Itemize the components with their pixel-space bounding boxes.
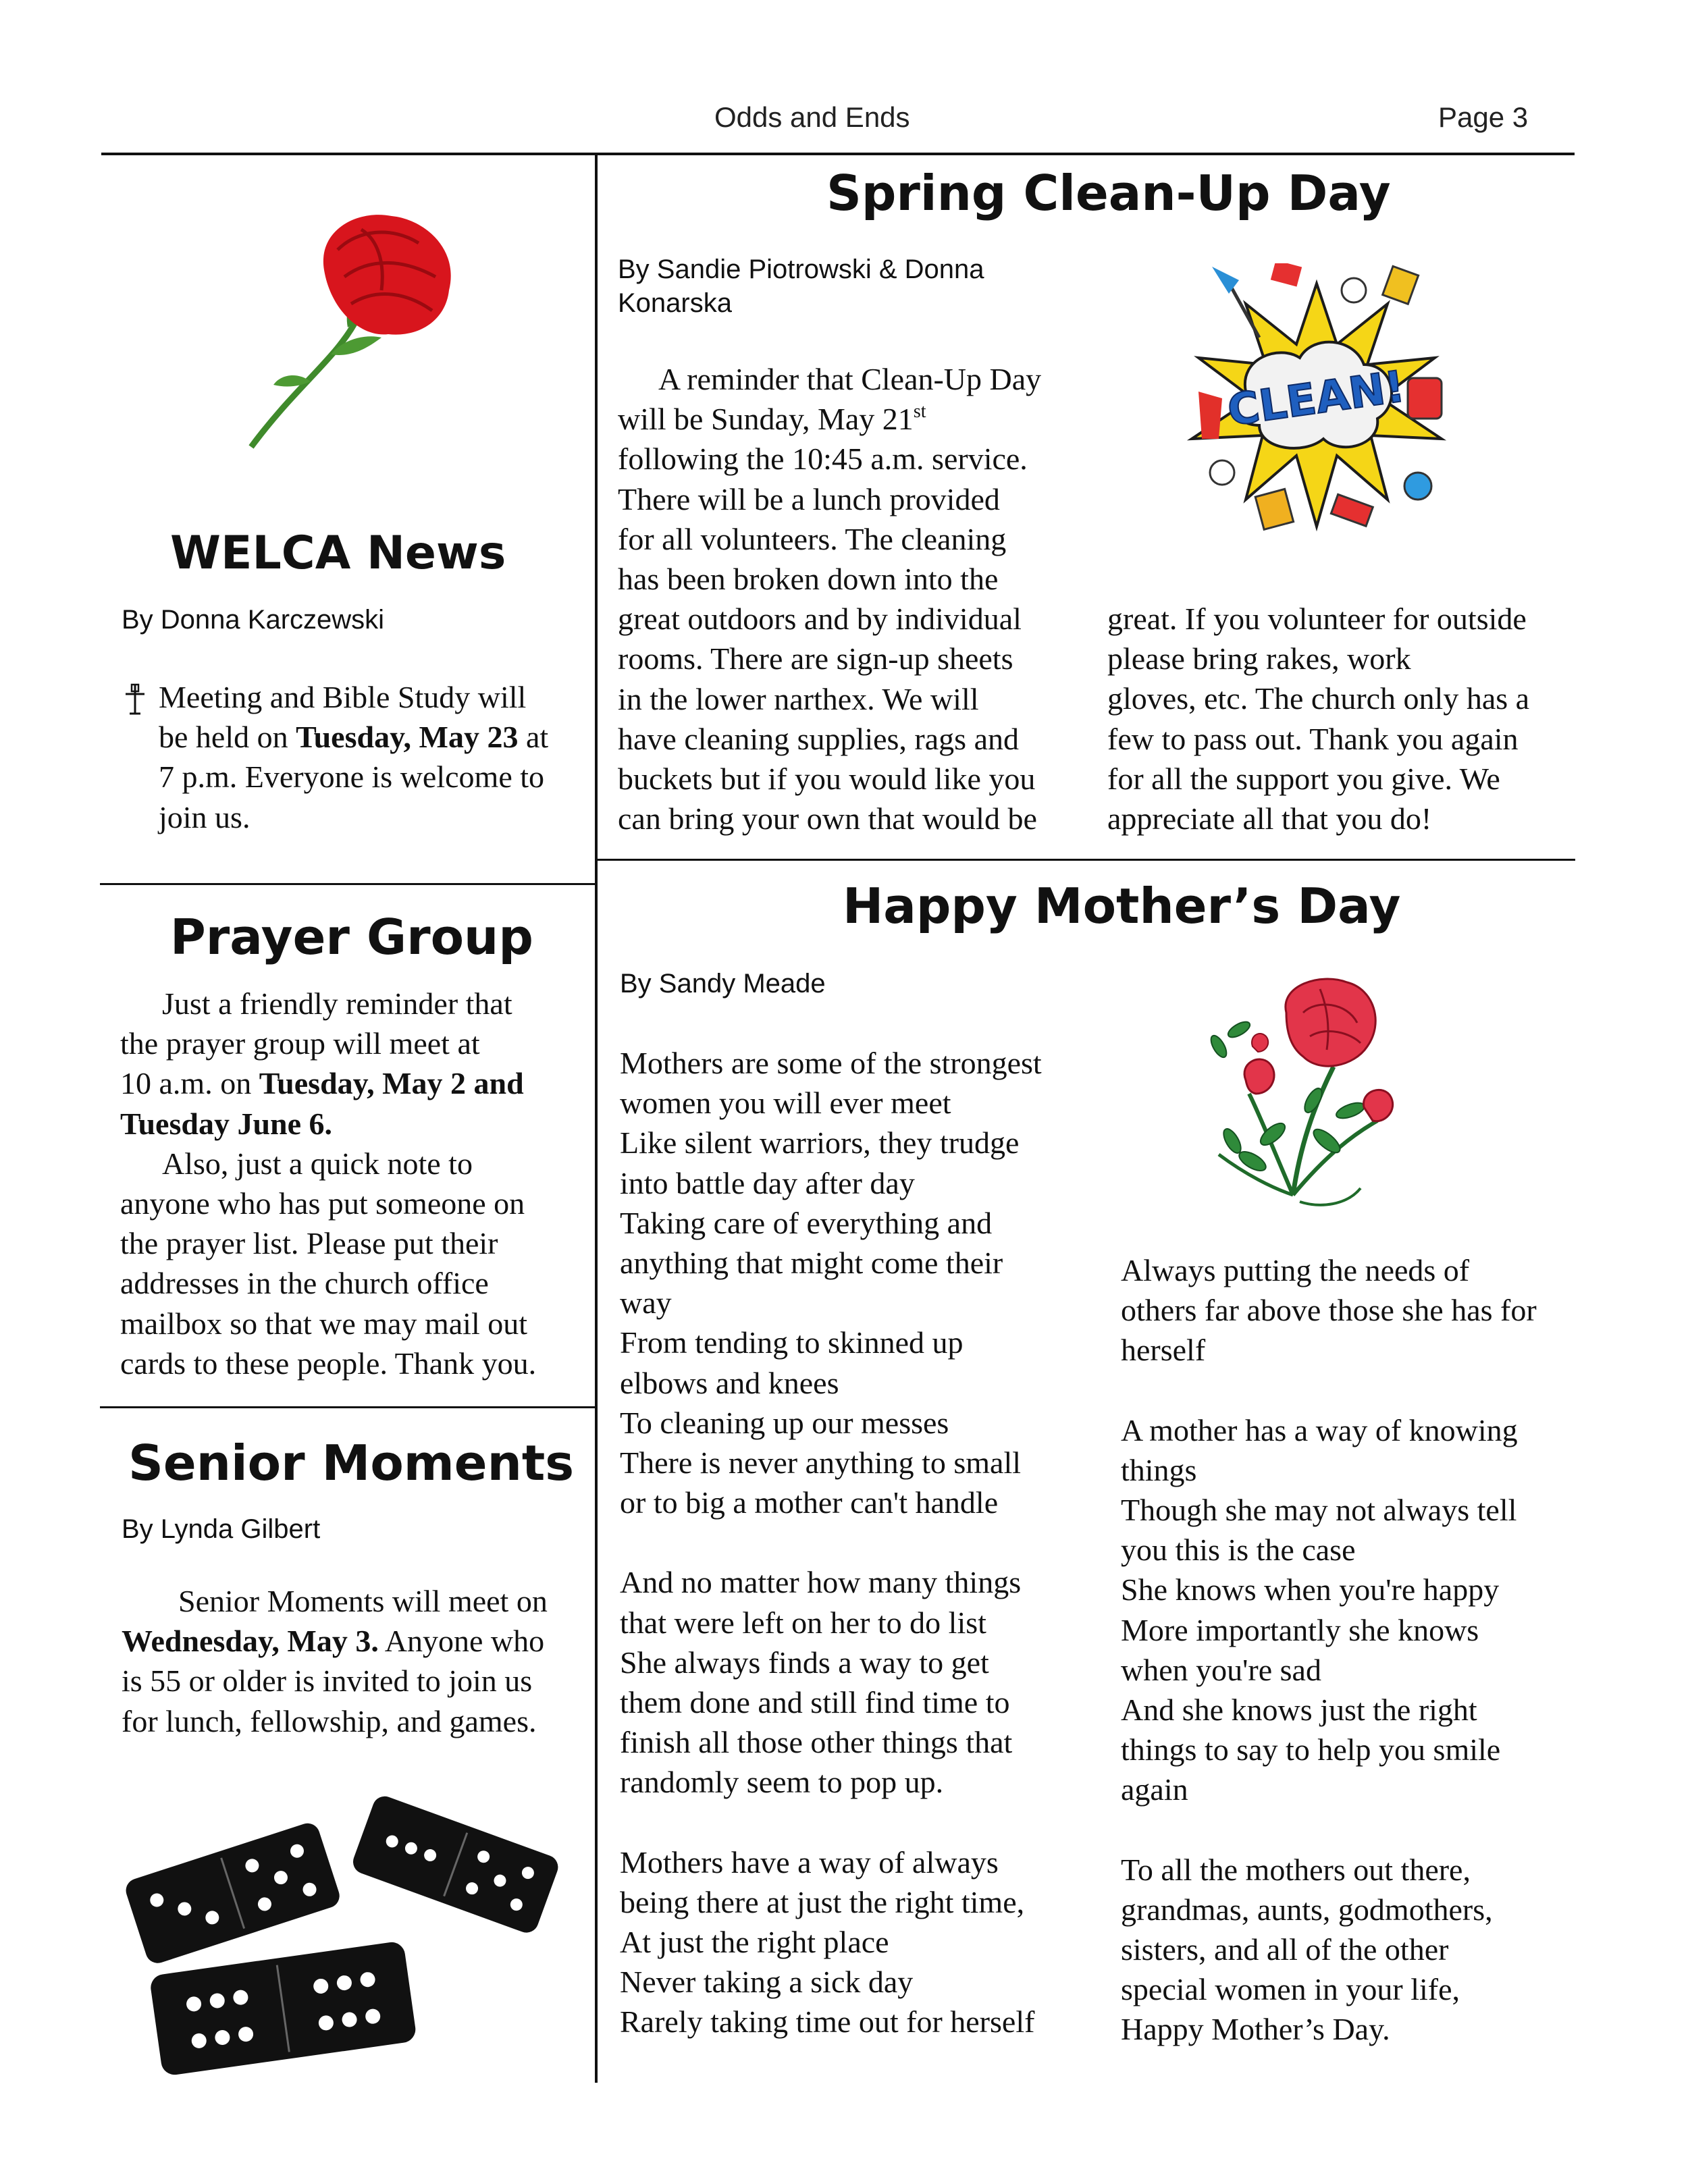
welca-byline: By Donna Karczewski bbox=[122, 605, 385, 635]
prayer-date: Tuesday, May 2 and bbox=[259, 1066, 524, 1101]
welca-bullet bbox=[122, 677, 587, 837]
poem-line: elbows and knees bbox=[620, 1365, 839, 1400]
poem-line: More importantly she knows bbox=[1121, 1612, 1479, 1647]
welca-date: Tuesday, May 23 bbox=[296, 720, 519, 755]
poem-line: To cleaning up our messes bbox=[620, 1405, 949, 1440]
poem-line: that were left on her to do list bbox=[620, 1605, 986, 1640]
cleanup-col-left bbox=[618, 359, 1084, 838]
senior-byline: By Lynda Gilbert bbox=[122, 1514, 321, 1544]
cleanup-byline bbox=[618, 252, 984, 320]
stanza-break bbox=[1121, 1810, 1580, 1850]
poem-line: Though she may not always tell bbox=[1121, 1493, 1517, 1528]
poem-line: From tending to skinned up bbox=[620, 1325, 964, 1360]
poem-line: grandmas, aunts, godmothers, bbox=[1121, 1892, 1493, 1927]
poem-line: special women in your life, bbox=[1121, 1972, 1460, 2007]
cleanup-bottom-rule bbox=[596, 859, 1575, 861]
cleanup-line: great. If you volunteer for outside bbox=[1107, 602, 1527, 636]
mothers-col-left bbox=[620, 1043, 1092, 2042]
cleanup-line: will be Sunday, May 21 bbox=[618, 402, 914, 437]
poem-line: herself bbox=[1121, 1333, 1206, 1368]
cleanup-ordinal: st bbox=[913, 401, 926, 423]
poem-line: being there at just the right time, bbox=[620, 1884, 1025, 1919]
prayer-line: 10 a.m. on bbox=[120, 1066, 252, 1101]
poem-line: At just the right place bbox=[620, 1925, 889, 1960]
senior-line: Anyone who bbox=[384, 1624, 545, 1659]
poem-line: again bbox=[1121, 1772, 1188, 1807]
prayer-date: Tuesday June 6. bbox=[120, 1106, 333, 1141]
cleanup-line: for all volunteers. The cleaning bbox=[618, 521, 1007, 556]
poem-line: And no matter how many things bbox=[620, 1565, 1022, 1600]
stanza-break bbox=[1121, 1370, 1580, 1410]
welca-line: at bbox=[525, 720, 549, 755]
clean-burst-image bbox=[1185, 263, 1448, 540]
senior-date: Wednesday, May 3. bbox=[122, 1624, 379, 1659]
cleanup-col-right bbox=[1107, 599, 1573, 838]
section-title: Odds and Ends bbox=[714, 101, 910, 133]
roses-image bbox=[1192, 972, 1435, 1215]
page-number: Page 3 bbox=[1438, 101, 1529, 133]
cleanup-line: gloves, etc. The church only has a bbox=[1107, 681, 1530, 716]
poem-line: She always finds a way to get bbox=[620, 1645, 989, 1680]
poem-line: Never taking a sick day bbox=[620, 1965, 914, 2000]
cleanup-line: few to pass out. Thank you again bbox=[1107, 721, 1519, 756]
cleanup-line: A reminder that Clean-Up Day bbox=[658, 362, 1042, 396]
prayer-line: mailbox so that we may mail out bbox=[120, 1306, 528, 1341]
poem-line: women you will ever meet bbox=[620, 1086, 951, 1121]
poem-line: into battle day after day bbox=[620, 1165, 915, 1200]
poem-line: when you're sad bbox=[1121, 1652, 1321, 1687]
mothers-title: Happy Mother’s Day bbox=[843, 878, 1401, 934]
poem-line: things to say to help you smile bbox=[1121, 1732, 1501, 1767]
prayer-line: cards to these people. Thank you. bbox=[120, 1346, 537, 1381]
cleanup-title: Spring Clean-Up Day bbox=[826, 165, 1391, 221]
mothers-byline: By Sandy Meade bbox=[620, 969, 826, 998]
poem-line: or to big a mother can't handle bbox=[620, 1485, 999, 1520]
header-rule bbox=[101, 153, 1575, 155]
poem-line: Always putting the needs of bbox=[1121, 1253, 1470, 1287]
stanza-break bbox=[620, 1522, 1092, 1562]
welca-line: 7 p.m. Everyone is welcome to bbox=[159, 760, 545, 795]
clean-label: CLEAN! bbox=[1224, 362, 1408, 437]
cleanup-line: rooms. There are sign-up sheets bbox=[618, 641, 1013, 676]
poem-line: finish all those other things that bbox=[620, 1725, 1013, 1760]
senior-body bbox=[122, 1581, 587, 1741]
cleanup-line: following the 10:45 a.m. service. bbox=[618, 442, 1028, 477]
poem-line: things bbox=[1121, 1452, 1197, 1487]
poem-line: sisters, and all of the other bbox=[1121, 1932, 1449, 1967]
prayer-body bbox=[120, 984, 586, 1383]
cleanup-line: has been broken down into the bbox=[618, 562, 999, 597]
poem-line: randomly seem to pop up. bbox=[620, 1765, 944, 1800]
poem-line: Like silent warriors, they trudge bbox=[620, 1125, 1020, 1161]
prayer-line: anyone who has put someone on bbox=[120, 1186, 525, 1221]
poem-line: And she knows just the right bbox=[1121, 1693, 1477, 1728]
prayer-bottom-rule bbox=[100, 1406, 596, 1408]
poem-line: She knows when you're happy bbox=[1121, 1572, 1500, 1607]
prayer-line: Also, just a quick note to bbox=[162, 1146, 473, 1181]
cleanup-line: great outdoors and by individual bbox=[618, 602, 1022, 637]
prayer-line: addresses in the church office bbox=[120, 1266, 489, 1301]
welca-line: be held on bbox=[159, 720, 288, 755]
mothers-col-right bbox=[1121, 1250, 1580, 2050]
poem-line: There is never anything to small bbox=[620, 1445, 1022, 1481]
column-divider bbox=[595, 155, 598, 2083]
poem-line: Taking care of everything and bbox=[620, 1205, 993, 1240]
dominoes-image bbox=[122, 1782, 560, 2093]
prayer-line: Just a friendly reminder that bbox=[162, 986, 512, 1021]
welca-title: WELCA News bbox=[170, 527, 506, 580]
senior-line: for lunch, fellowship, and games. bbox=[122, 1703, 537, 1738]
cleanup-line: in the lower narthex. We will bbox=[618, 681, 979, 716]
stanza-break bbox=[620, 1803, 1092, 1842]
poem-line: you this is the case bbox=[1121, 1533, 1356, 1568]
cleanup-byline-line: By Sandie Piotrowski & Donna bbox=[618, 255, 984, 284]
cleanup-line: appreciate all that you do! bbox=[1107, 801, 1432, 836]
poem-line: A mother has a way of knowing bbox=[1121, 1412, 1518, 1447]
poem-line: anything that might come their bbox=[620, 1246, 1003, 1281]
cleanup-line: There will be a lunch provided bbox=[618, 481, 1000, 516]
poem-line: Rarely taking time out for herself bbox=[620, 2004, 1035, 2040]
poem-line: Happy Mother’s Day. bbox=[1121, 2012, 1390, 2047]
cleanup-line: please bring rakes, work bbox=[1107, 641, 1411, 676]
poem-line: others far above those she has for bbox=[1121, 1293, 1537, 1328]
welca-bottom-rule bbox=[100, 883, 596, 885]
cleanup-line: have cleaning supplies, rags and bbox=[618, 721, 1019, 756]
welca-line: Meeting and Bible Study will bbox=[159, 680, 527, 714]
cleanup-line: buckets but if you would like you bbox=[618, 762, 1036, 797]
senior-line: is 55 or older is invited to join us bbox=[122, 1663, 533, 1699]
poem-line: way bbox=[620, 1285, 672, 1321]
cleanup-line: for all the support you give. We bbox=[1107, 761, 1500, 796]
prayer-line: the prayer list. Please put their bbox=[120, 1226, 498, 1261]
poem-line: them done and still find time to bbox=[620, 1685, 1010, 1720]
prayer-title: Prayer Group bbox=[170, 909, 533, 965]
poem-line: Mothers are some of the strongest bbox=[620, 1046, 1042, 1080]
cleanup-byline-line: Konarska bbox=[618, 288, 732, 318]
poem-line: Mothers have a way of always bbox=[620, 1844, 999, 1880]
cross-icon bbox=[122, 683, 149, 716]
cleanup-line: can bring your own that would be bbox=[618, 801, 1037, 836]
prayer-line: the prayer group will meet at bbox=[120, 1026, 480, 1061]
welca-line: join us. bbox=[159, 799, 250, 834]
carnation-image bbox=[243, 203, 473, 459]
poem-line: To all the mothers out there, bbox=[1121, 1852, 1471, 1887]
senior-title: Senior Moments bbox=[128, 1435, 575, 1491]
senior-line: Senior Moments will meet on bbox=[178, 1584, 548, 1618]
